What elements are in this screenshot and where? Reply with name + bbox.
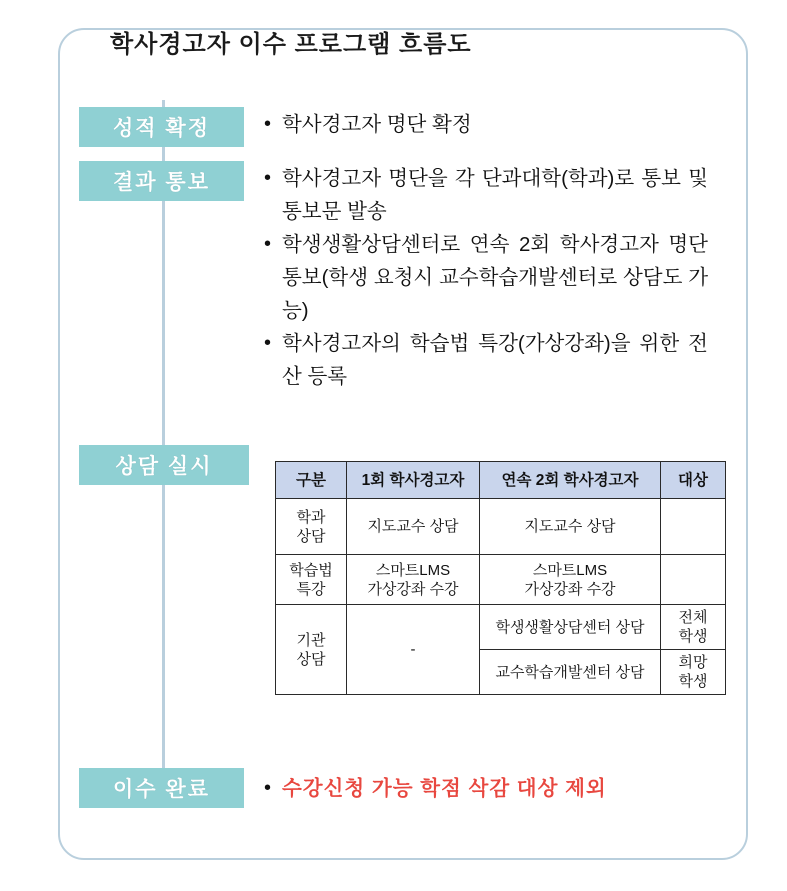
table-cell (347, 555, 480, 605)
table-cell: 지도교수 상담 (347, 499, 480, 555)
table-cell-target (661, 650, 726, 695)
list-item (264, 108, 704, 141)
table-cell (480, 555, 661, 605)
cell-line: 특강 (296, 580, 326, 598)
counseling-program-table-wrap (275, 461, 726, 695)
cell-line: 가상강좌 수강 (524, 580, 616, 598)
cell-line: 상담 (296, 650, 326, 668)
table-row (276, 605, 726, 650)
stage-label-text: 결과 통보 (113, 171, 210, 194)
table-cell: 학생생활상담센터 상담 (480, 605, 661, 650)
stage-label-counseling (79, 445, 249, 485)
cell-line: 학습법 (289, 561, 333, 579)
table-cell: - (347, 605, 480, 695)
stage-label-grade-confirm (79, 107, 244, 147)
cell-line: 전체 (678, 609, 708, 626)
stage-label-text: 성적 확정 (113, 117, 210, 140)
list-item-text: 학생생활상담센터로 연속 2회 학사경고자 명단 통보(학생 요청시 교수학습개발센터로 상담도 가능) (282, 233, 708, 322)
bullet-dot-icon: • (264, 167, 272, 189)
table-row (276, 555, 726, 605)
list-item-text: 학사경고자 명단을 각 단과대학(학과)로 통보 및 통보문 발송 (282, 167, 708, 223)
stage-label-text: 이수 완료 (113, 778, 210, 801)
cell-line: 학생 (678, 673, 708, 690)
table-header-row (276, 462, 726, 499)
stage-label-completion (79, 768, 244, 808)
bullet-dot-icon: • (264, 233, 272, 255)
list-item (264, 228, 708, 327)
stage2-bullet-list (264, 162, 708, 393)
stage1-bullet-list (264, 108, 704, 141)
bullet-dot-icon: • (264, 113, 272, 135)
table-cell-category (276, 499, 347, 555)
cell-line: 학과 (296, 508, 326, 526)
stage-label-result-notice (79, 161, 244, 201)
table-cell (661, 555, 726, 605)
table-row (276, 499, 726, 555)
cell-line: 스마트LMS (375, 561, 451, 579)
list-item (264, 327, 708, 393)
table-header-cell: 구분 (276, 462, 347, 499)
counseling-program-table (275, 461, 726, 695)
table-header-cell: 대상 (661, 462, 726, 499)
table-header-cell: 연속 2회 학사경고자 (480, 462, 661, 499)
table-cell: 교수학습개발센터 상담 (480, 650, 661, 695)
table-cell-category (276, 555, 347, 605)
bullet-dot-icon: • (264, 332, 272, 354)
table-cell-category (276, 605, 347, 695)
cell-line: 상담 (296, 527, 326, 545)
table-header-cell: 1회 학사경고자 (347, 462, 480, 499)
list-item (264, 162, 708, 228)
cell-line: 가상강좌 수강 (367, 580, 459, 598)
table-cell-target (661, 605, 726, 650)
list-item (264, 772, 694, 805)
cell-line: 희망 (678, 654, 708, 671)
list-item-text: 수강신청 가능 학점 삭감 대상 제외 (282, 777, 607, 800)
cell-line: 스마트LMS (532, 561, 608, 579)
table-cell: 지도교수 상담 (480, 499, 661, 555)
table-cell (661, 499, 726, 555)
page-title: 학사경고자 이수 프로그램 흐름도 (100, 30, 482, 60)
list-item-text: 학사경고자의 학습법 특강(가상강좌)을 위한 전산 등록 (282, 332, 708, 388)
cell-line: 학생 (678, 628, 708, 645)
stage-label-text: 상담 실시 (115, 455, 213, 478)
bullet-dot-icon: • (264, 777, 272, 799)
cell-line: 기관 (296, 631, 326, 649)
stage4-bullet-list (264, 772, 694, 805)
list-item-text: 학사경고자 명단 확정 (282, 113, 472, 136)
